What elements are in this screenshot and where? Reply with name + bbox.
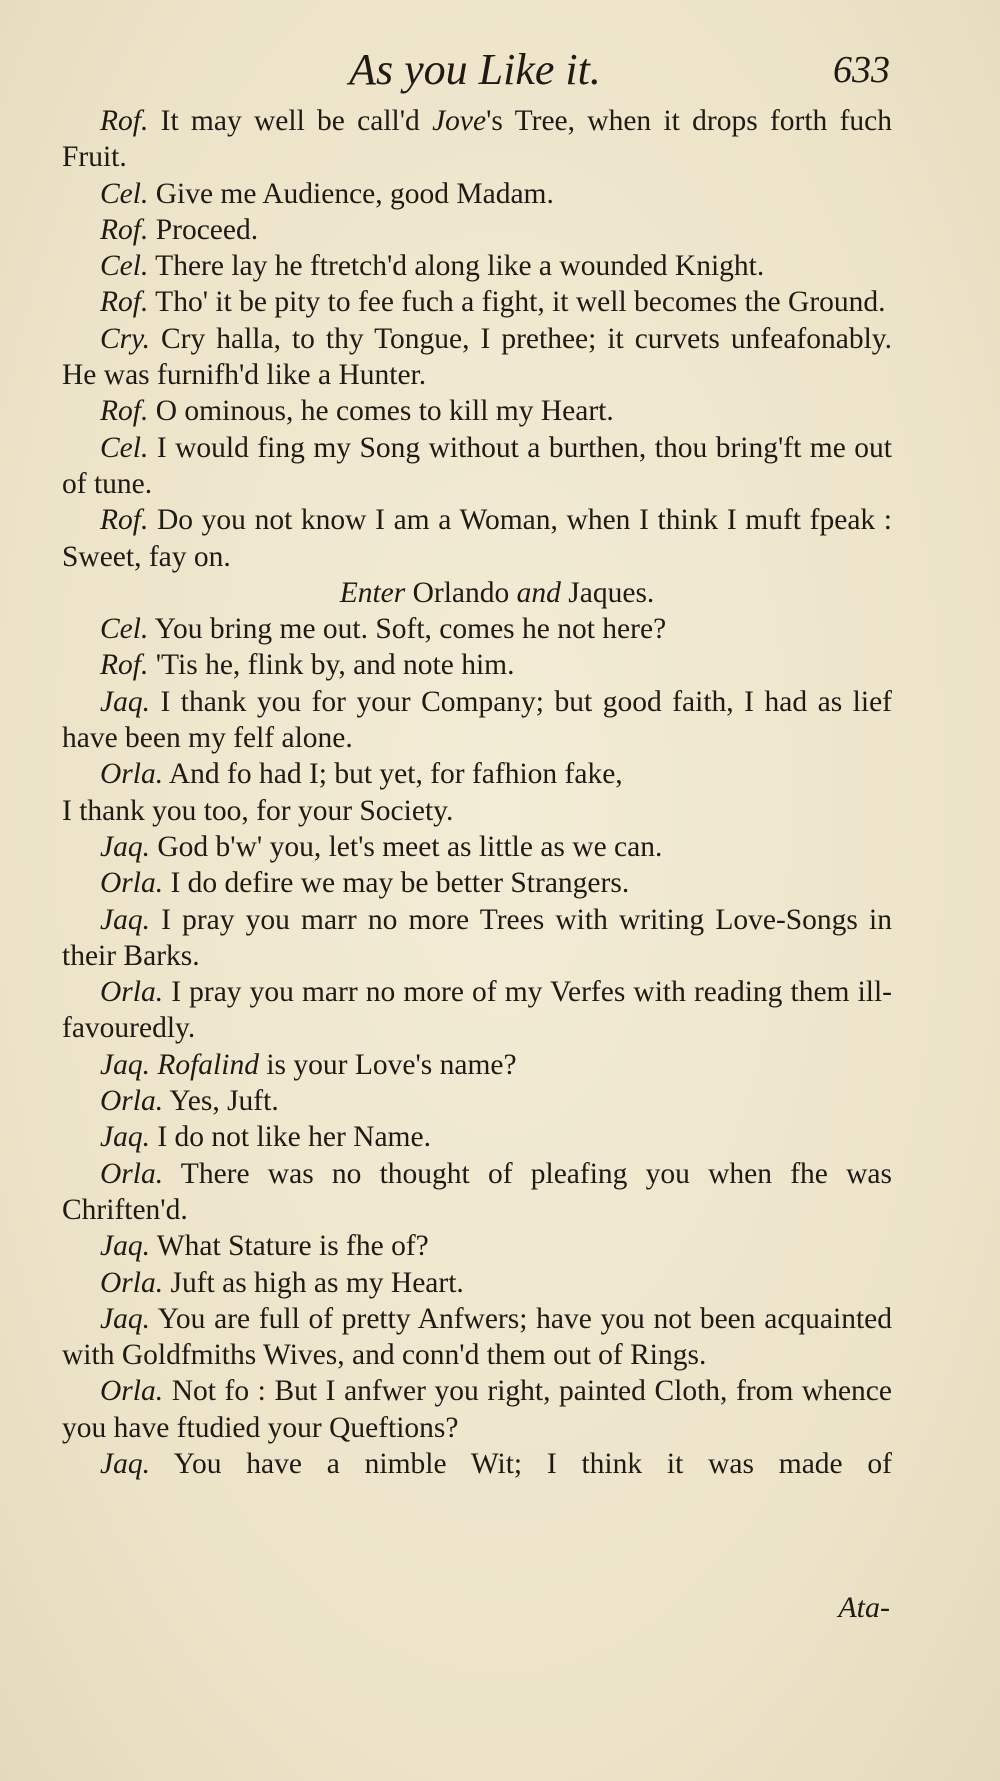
text-run: Yes, Juft. (163, 1085, 279, 1118)
text-run: O ominous, he comes to kill my Heart. (148, 395, 614, 428)
text-run: I would fing my Song without a burthen, thou bring'ft me out of tune. (62, 431, 892, 500)
text-run: Do you not know I am a Woman, when I think I muft fpeak : Sweet, fay on. (62, 504, 892, 573)
speaker-name: Orla. (100, 976, 164, 1009)
speaker-name: Jaq. (100, 1447, 150, 1480)
speaker-name: Jaq. (100, 830, 150, 863)
speech-line (62, 865, 892, 901)
speaker-name: Cel. (100, 250, 149, 283)
speech-line (62, 1446, 892, 1482)
speaker-name: Jaq. (100, 903, 150, 936)
page-number: 633 (833, 49, 890, 91)
speech-line (62, 1301, 892, 1374)
speech-line (62, 793, 892, 829)
speech-line (62, 611, 892, 647)
text-run: is your Love's name? (258, 1048, 517, 1081)
speaker-name: Jaq. (100, 1230, 150, 1263)
speaker-name: Rof. (100, 213, 149, 246)
text-run: You are full of pretty Anfwers; have you not been acquainted with Goldfmiths Wives, and conn'd them out of Rings. (62, 1302, 892, 1372)
text-run: and (516, 576, 561, 609)
speaker-name: Orla. (100, 1266, 164, 1299)
speech-line (62, 1156, 892, 1229)
speech-line (62, 248, 892, 284)
speech-line (62, 176, 892, 212)
text-run: What Stature is fhe of? (149, 1230, 429, 1263)
page-header (60, 44, 890, 94)
speaker-name: Orla. (100, 1085, 164, 1118)
speech-line (62, 393, 892, 429)
text-run: Tho' it be pity to fee fuch a fight, it well becomes the Ground. (148, 286, 886, 319)
speech-line (62, 829, 892, 865)
text-run: Enter (339, 576, 406, 609)
text-run: There was no thought of pleafing you when fhe was Chriften'd. (62, 1157, 892, 1226)
speech-line (62, 321, 892, 394)
speaker-name: Cel. (100, 177, 149, 210)
text-run: Not fo : But I anfwer you right, painted Cloth, from whence you have ftudied your Queftions? (62, 1375, 892, 1444)
text-run: I thank you too, for your Society. (62, 794, 454, 827)
text-run: It may well be call'd (148, 105, 433, 137)
catchword: Ata- (838, 1591, 890, 1624)
speech-line (62, 1265, 892, 1301)
speech-line (62, 284, 892, 320)
speech-line (62, 1228, 892, 1264)
speaker-name: Orla. (100, 1157, 164, 1190)
text-run: 's Tree, when it drops forth fuch Fruit. (62, 105, 892, 174)
play-text (62, 103, 892, 1482)
speech-line (62, 684, 892, 757)
text-run: Orlando (405, 576, 517, 609)
speaker-name: Orla. (100, 1375, 164, 1408)
text-run: And fo had I; but yet, for fafhion fake, (163, 758, 623, 791)
speaker-name: Jaq. (100, 1048, 150, 1081)
speaker-name: Rof. (100, 649, 149, 682)
speech-line (62, 103, 892, 176)
text-run: I do defire we may be better Strangers. (163, 867, 630, 900)
speech-line (62, 430, 892, 503)
speaker-name: Rof. (100, 286, 149, 319)
speaker-name: Rof. (100, 395, 149, 428)
stage-direction (62, 575, 892, 611)
text-run: Jove (432, 105, 487, 137)
text-run: I pray you marr no more Trees with writing Love-Songs in their Barks. (62, 903, 892, 972)
text-run: God b'w' you, let's meet as little as we can. (149, 830, 663, 863)
text-run: There lay he ftretch'd along like a wounded Knight. (148, 250, 765, 283)
speaker-name: Cel. (100, 613, 149, 646)
text-run: I do not like her Name. (149, 1121, 431, 1154)
text-run: 'Tis he, flink by, and note him. (148, 649, 515, 682)
text-run: Cry halla, to thy Tongue, I prethee; it curvets unfeafonably. He was furnifh'd like a Hunter. (62, 322, 892, 392)
speech-line (62, 1373, 892, 1446)
speaker-name: Orla. (100, 758, 164, 791)
text-run: Jaques. (560, 576, 655, 609)
text-run: You bring me out. Soft, comes he not here? (148, 613, 667, 646)
speaker-name: Orla. (100, 867, 164, 900)
speaker-name: Jaq. (100, 1302, 150, 1335)
speaker-name: Rof. (100, 504, 149, 537)
speech-line (62, 1047, 892, 1083)
speech-line (62, 974, 892, 1047)
text-run: Juft as high as my Heart. (163, 1266, 464, 1299)
text-run: You have a nimble Wit; I think it was made of (149, 1447, 892, 1480)
speech-line (62, 647, 892, 683)
speech-line (62, 902, 892, 975)
speech-line (62, 756, 892, 792)
speaker-name: Cry. (100, 322, 150, 355)
text-run: I thank you for your Company; but good faith, I had as lief have been my felf alone. (62, 685, 892, 755)
speech-line (62, 1119, 892, 1155)
speaker-name: Jaq. (100, 1121, 150, 1154)
speech-line (62, 502, 892, 575)
text-run: Proceed. (148, 213, 259, 246)
text-run: Rofalind (157, 1048, 259, 1081)
speaker-name: Cel. (100, 431, 149, 464)
speech-line (62, 212, 892, 248)
text-run: Give me Audience, good Madam. (148, 177, 554, 210)
speech-line (62, 1083, 892, 1119)
running-title: As you Like it. (349, 45, 601, 94)
text-run: I pray you marr no more of my Verfes with reading them ill-favouredly. (62, 976, 892, 1045)
speaker-name: Jaq. (100, 685, 150, 718)
speaker-name: Rof. (100, 105, 149, 137)
